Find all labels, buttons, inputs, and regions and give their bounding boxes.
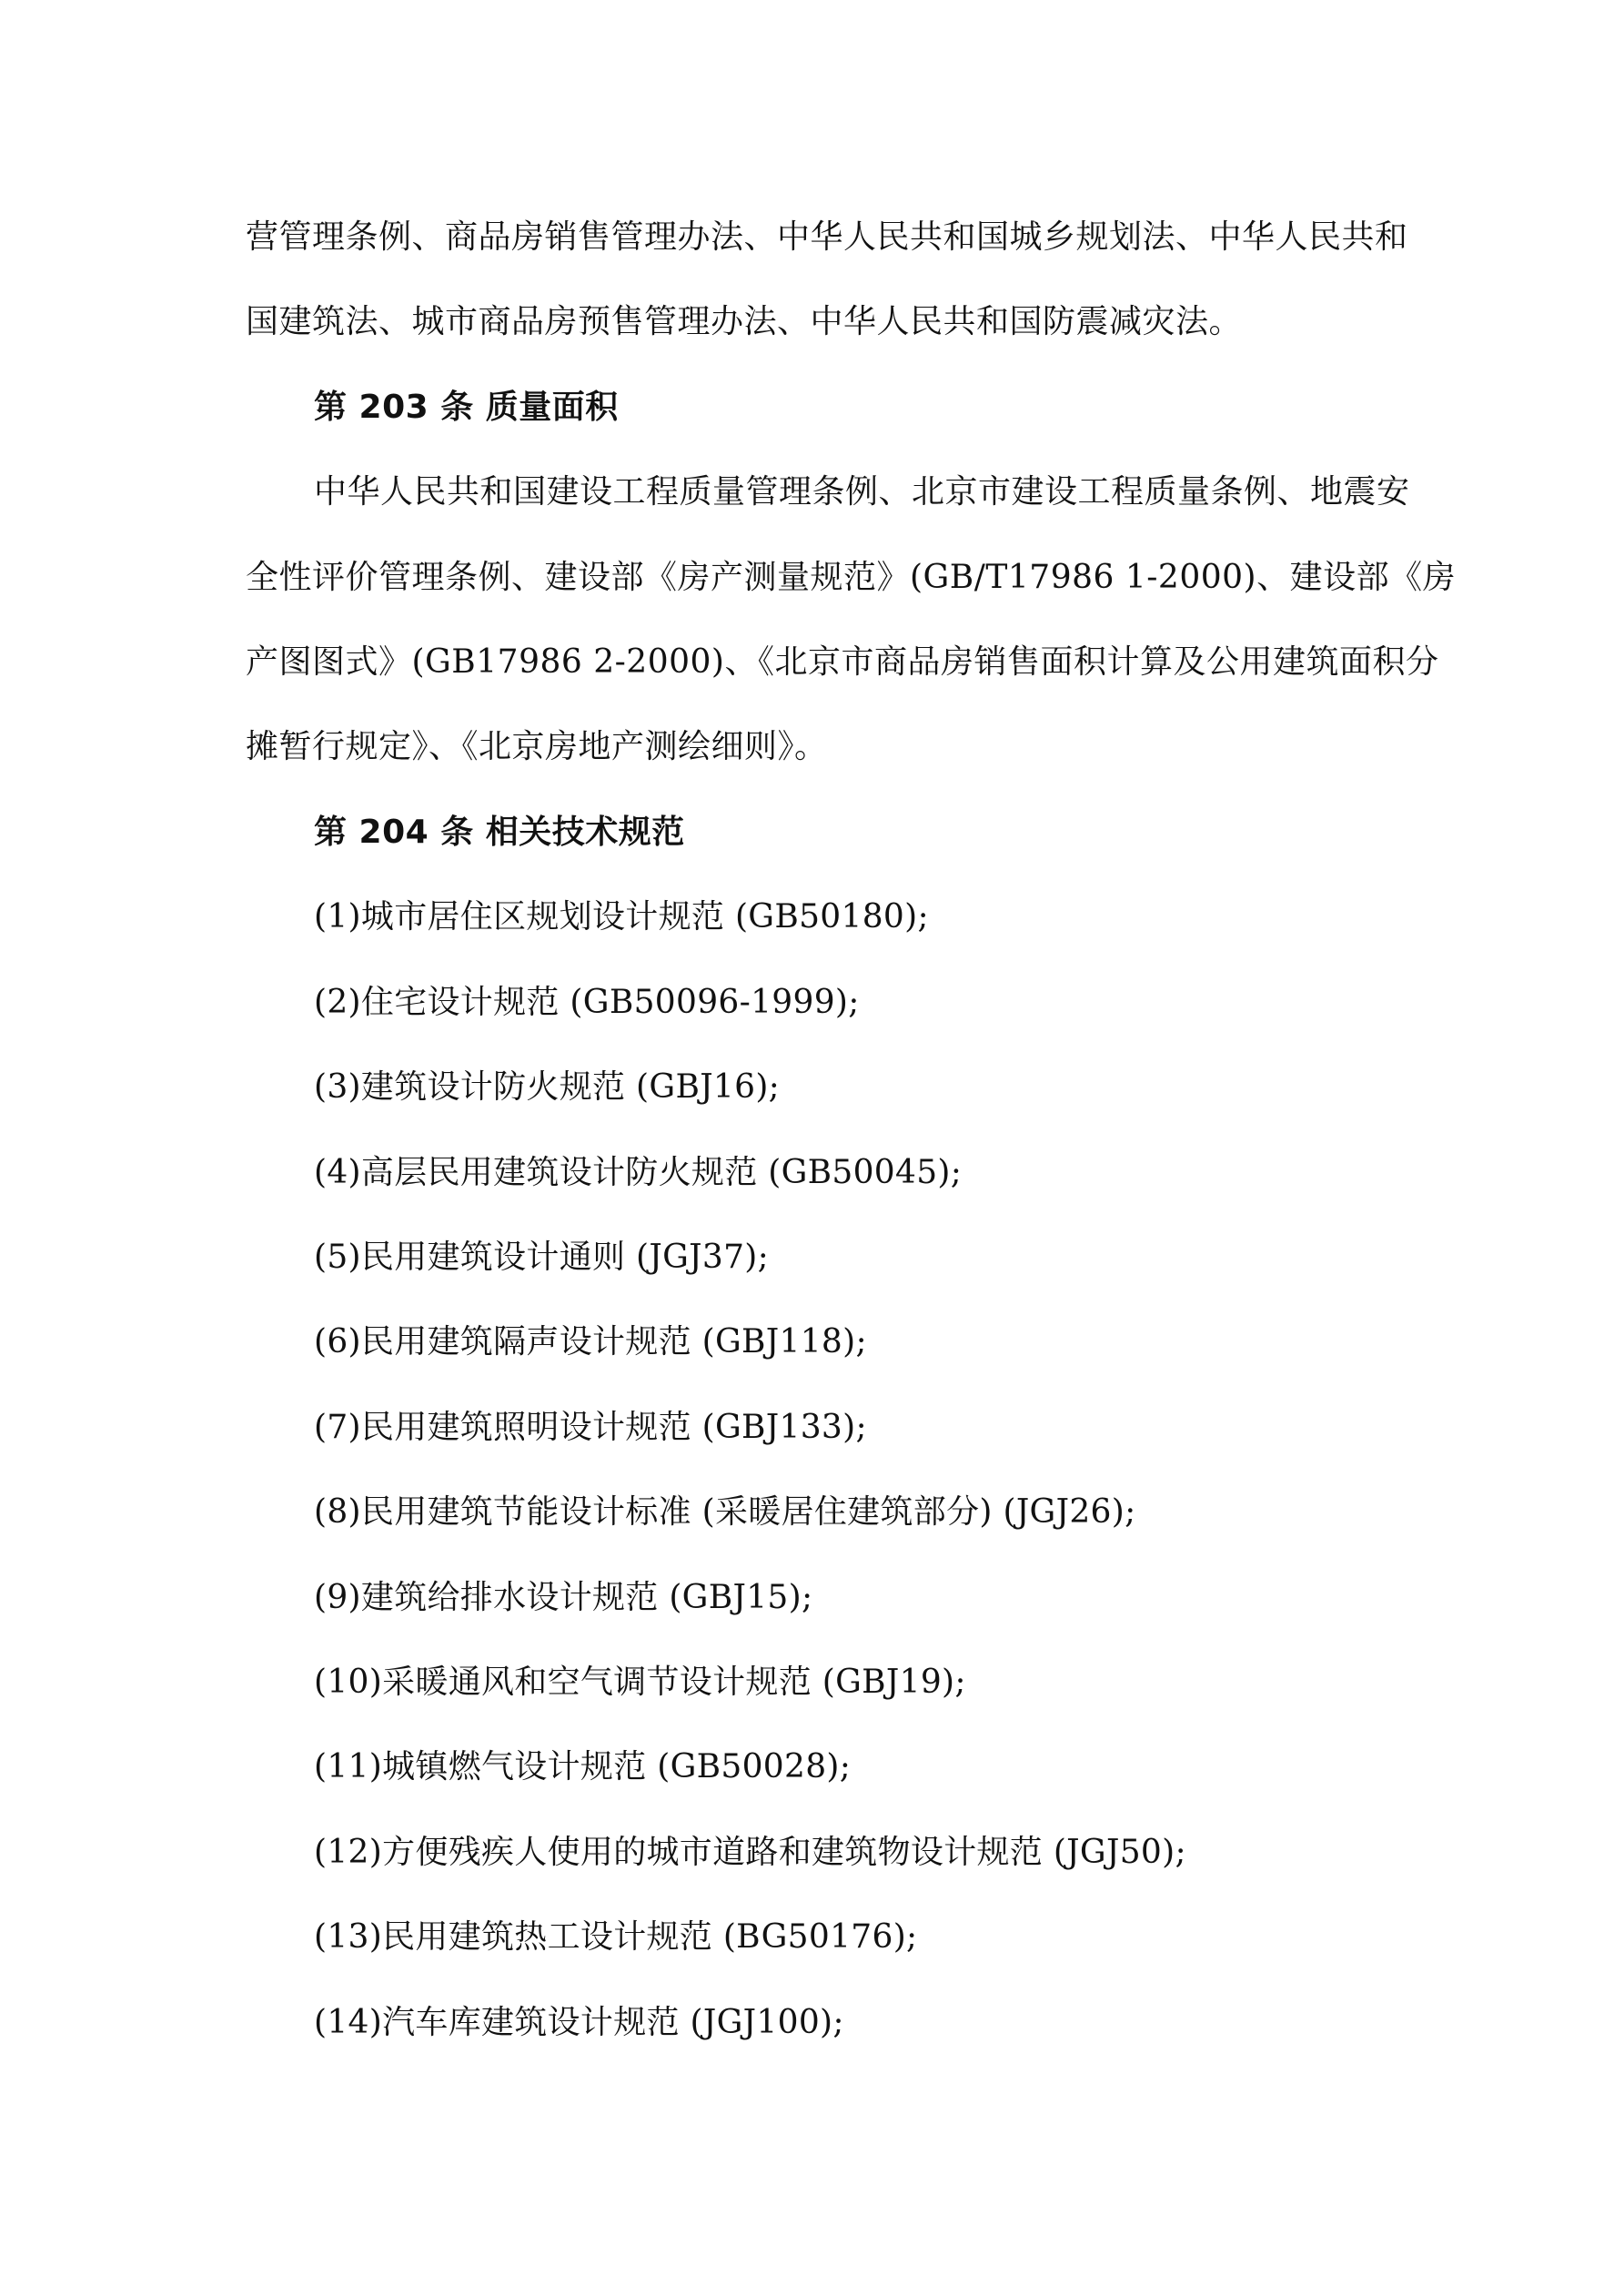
spec-item-11: (11)城镇燃气设计规范 (GB50028); (314, 1748, 852, 1785)
article-204-heading: 第 204 条 相关技术规范 (314, 814, 685, 851)
intro-line-1: 营管理条例、商品房销售管理办法、中华人民共和国城乡规划法、中华人民共和 (246, 218, 1408, 256)
spec-item-14: (14)汽车库建筑设计规范 (JGJ100); (314, 2004, 844, 2041)
spec-item-5: (5)民用建筑设计通则 (JGJ37); (314, 1239, 770, 1276)
spec-item-7: (7)民用建筑照明设计规范 (GBJ133); (314, 1409, 867, 1446)
spec-item-2: (2)住宅设计规范 (GB50096-1999); (314, 984, 860, 1021)
spec-item-9: (9)建筑给排水设计规范 (GBJ15); (314, 1579, 813, 1616)
spec-item-12: (12)方便残疾人使用的城市道路和建筑物设计规范 (JGJ50); (314, 1834, 1186, 1871)
article-203-line-3: 产图图式》(GB17986 2-2000)、《北京市商品房销售面积计算及公用建筑面积分 (246, 643, 1439, 681)
spec-item-6: (6)民用建筑隔声设计规范 (GBJ118); (314, 1323, 867, 1360)
article-203-line-1: 中华人民共和国建设工程质量管理条例、北京市建设工程质量条例、地震安 (314, 473, 1410, 511)
spec-item-8: (8)民用建筑节能设计标准 (采暖居住建筑部分) (JGJ26); (314, 1493, 1136, 1531)
spec-item-1: (1)城市居住区规划设计规范 (GB50180); (314, 898, 929, 936)
article-203-line-2: 全性评价管理条例、建设部《房产测量规范》(GB/T17986 1-2000)、建设部《房 (246, 559, 1457, 596)
intro-line-2: 国建筑法、城市商品房预售管理办法、中华人民共和国防震减灾法。 (246, 303, 1243, 340)
article-203-heading: 第 203 条 质量面积 (314, 389, 619, 426)
article-203-line-4: 摊暂行规定》、《北京房地产测绘细则》。 (246, 728, 828, 765)
spec-item-4: (4)高层民用建筑设计防火规范 (GB50045); (314, 1154, 963, 1191)
spec-item-13: (13)民用建筑热工设计规范 (BG50176); (314, 1918, 918, 1956)
spec-item-3: (3)建筑设计防火规范 (GBJ16); (314, 1068, 781, 1106)
spec-item-10: (10)采暖通风和空气调节设计规范 (GBJ19); (314, 1664, 966, 1701)
